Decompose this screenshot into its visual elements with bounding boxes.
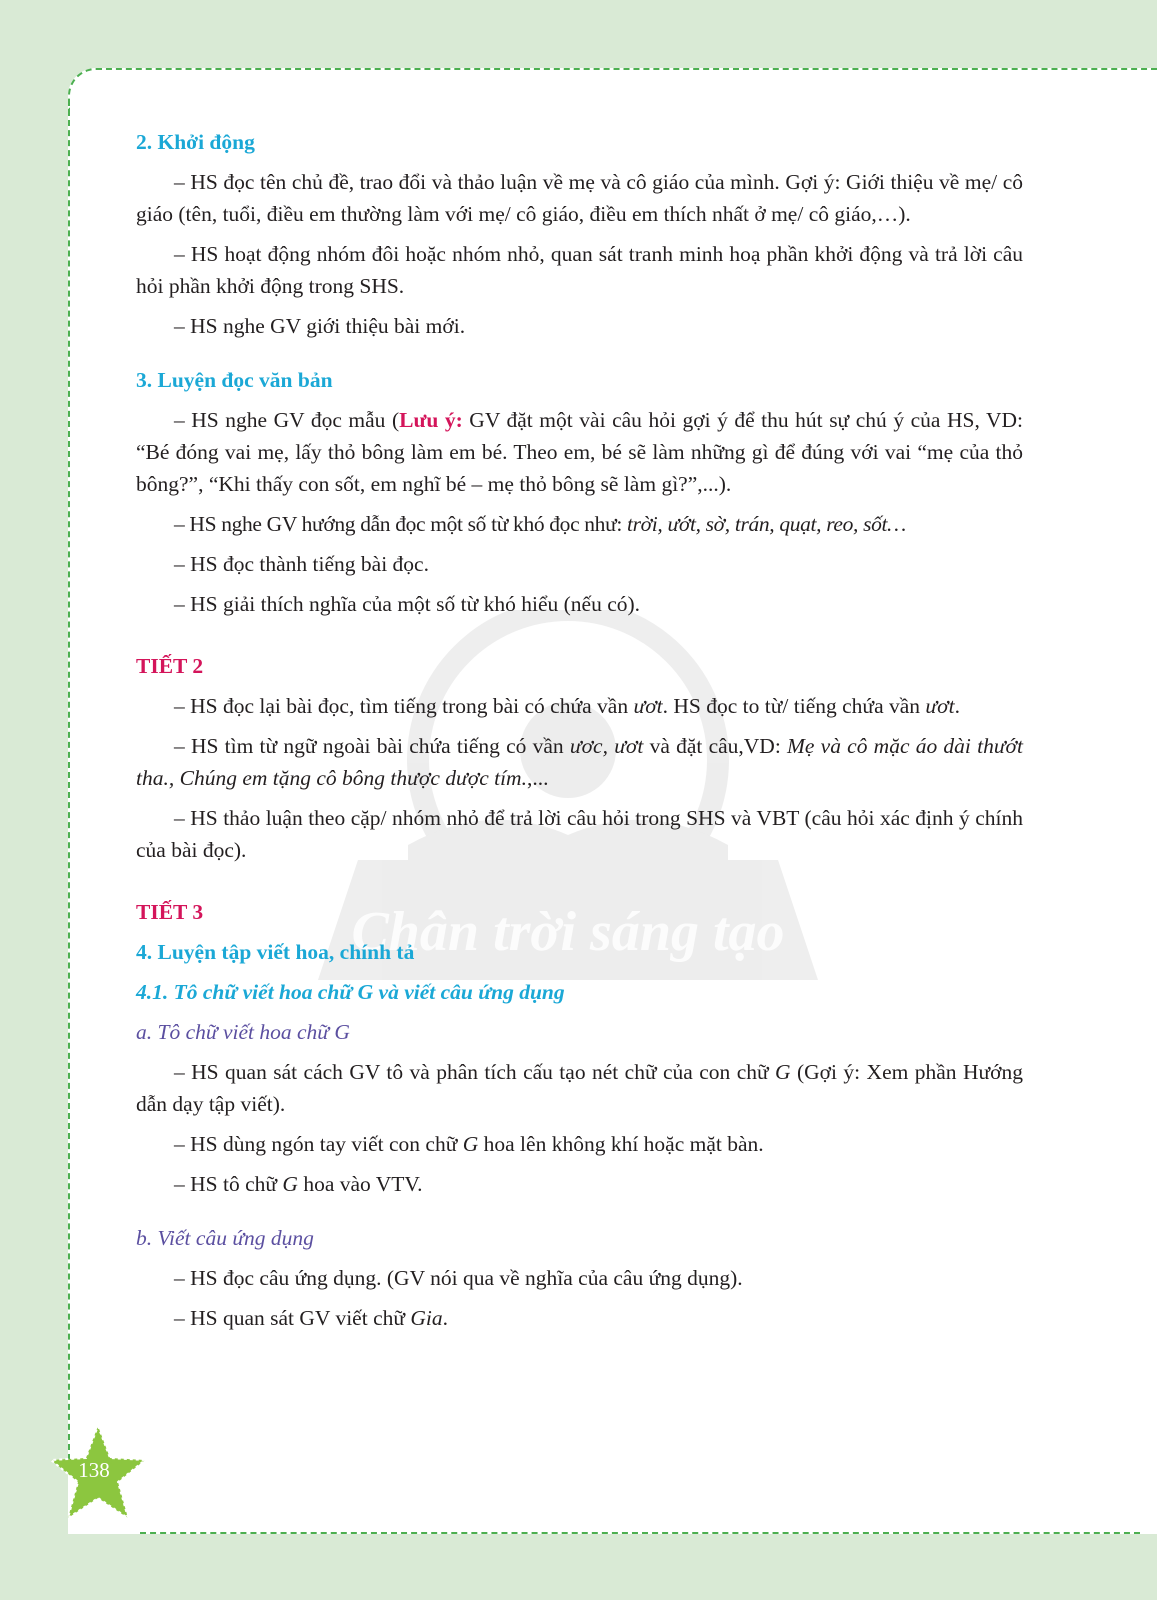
paragraph: [136, 508, 1023, 540]
lesson-heading-tiet-3: TIẾT 3: [136, 900, 204, 924]
letter: G: [282, 1172, 298, 1196]
paragraph: [136, 1302, 1023, 1334]
paragraph: [136, 730, 1023, 794]
rhyme: ươt: [925, 694, 955, 718]
rhyme: ươc, ươt: [569, 734, 644, 758]
paragraph: – HS thảo luận theo cặp/ nhóm nhỏ để trả lời câu hỏi trong SHS và VBT (câu hỏi xác định ý chính của bài đọc).: [136, 806, 1023, 862]
text: – HS tô chữ: [174, 1172, 283, 1196]
paragraph: [136, 690, 1023, 722]
paragraph: – HS giải thích nghĩa của một số từ khó hiểu (nếu có).: [174, 592, 641, 616]
letter: G: [462, 1132, 479, 1156]
text: ,...: [526, 766, 549, 790]
difficult-words: trời, ướt, sờ, trán, quạt, reo, sốt…: [627, 512, 906, 536]
page-content: [136, 126, 1023, 1334]
text: – HS quan sát GV viết chữ: [174, 1306, 411, 1330]
subsection-heading-4-1: 4.1. Tô chữ viết hoa chữ G và viết câu ứng dụng: [136, 980, 565, 1004]
word: Gia: [410, 1306, 443, 1330]
letter: G: [775, 1060, 791, 1084]
text: – HS đọc lại bài đọc, tìm tiếng trong bài có chứa vần: [174, 694, 634, 718]
lesson-heading-tiet-2: TIẾT 2: [136, 654, 204, 678]
text: .: [442, 1306, 449, 1330]
note-label: Lưu ý:: [399, 408, 463, 432]
paragraph: – HS hoạt động nhóm đôi hoặc nhóm nhỏ, quan sát tranh minh hoạ phần khởi động và trả lời câu hỏi phần khởi động trong SHS.: [136, 242, 1023, 298]
frame-top-dashed: [96, 68, 1157, 70]
paragraph: – HS nghe GV giới thiệu bài mới.: [174, 314, 466, 338]
paragraph: [136, 1056, 1023, 1120]
text: hoa vào VTV.: [297, 1172, 423, 1196]
paragraph: [136, 1128, 1023, 1160]
text: – HS tìm từ ngữ ngoài bài chứa tiếng có vần: [174, 734, 570, 758]
text: – HS nghe GV đọc mẫu (: [174, 408, 400, 432]
text: . HS đọc to từ/ tiếng chứa vần: [662, 694, 926, 718]
paragraph: [136, 404, 1023, 500]
paragraph: – HS đọc thành tiếng bài đọc.: [174, 552, 429, 576]
paragraph: – HS đọc câu ứng dụng. (GV nói qua về nghĩa của câu ứng dụng).: [174, 1266, 743, 1290]
frame-left-dashed: [68, 100, 70, 1460]
section-heading-viet-hoa: 4. Luyện tập viết hoa, chính tả: [136, 940, 415, 964]
page-number: 138: [78, 1458, 110, 1482]
text: – HS dùng ngón tay viết con chữ: [174, 1132, 463, 1156]
text: .: [954, 694, 960, 718]
watermark-text: Chân trời sáng tạo: [351, 901, 785, 963]
section-heading-khoi-dong: 2. Khởi động: [136, 130, 255, 154]
text: GV đặt một vài câu hỏi gợi ý để thu hút sự chú ý của HS, VD: “Bé đóng vai mẹ, lấy thỏ bông làm em bé. Theo em, bé sẽ làm những gì để đúng với vai “mẹ của thỏ bông?”, “Khi thấy con sốt, em nghĩ bé – mẹ thỏ bông sẽ làm gì?”,...).: [136, 408, 1023, 496]
sub-item-heading-b: b. Viết câu ứng dụng: [136, 1226, 314, 1250]
frame-bottom-dashed: [140, 1532, 1140, 1534]
text: – HS quan sát cách GV tô và phân tích cấu tạo nét chữ của con chữ: [174, 1060, 776, 1084]
text: – HS nghe GV hướng dẫn đọc một số từ khó đọc như:: [174, 512, 628, 536]
paragraph: [136, 1168, 1023, 1200]
rhyme: ươt: [633, 694, 663, 718]
text: và đặt câu,VD:: [643, 734, 788, 758]
example-sentences: Mẹ và cô mặc áo dài thướt tha., Chúng em tặng cô bông thược dược tím.: [136, 734, 1024, 790]
text: hoa lên không khí hoặc mặt bàn.: [478, 1132, 764, 1156]
frame-corner-dashed: [68, 68, 110, 110]
section-heading-luyen-doc: 3. Luyện đọc văn bản: [136, 368, 333, 392]
paragraph: – HS đọc tên chủ đề, trao đổi và thảo luận về mẹ và cô giáo của mình. Gợi ý: Giới thiệu về mẹ/ cô giáo (tên, tuổi, điều em thường làm với mẹ/ cô giáo, điều em thích nhất ở mẹ/ cô giáo,…).: [136, 170, 1023, 226]
sub-item-heading-a: a. Tô chữ viết hoa chữ G: [136, 1020, 350, 1044]
text: (Gợi ý: Xem phần Hướng dẫn dạy tập viết).: [136, 1060, 1023, 1116]
